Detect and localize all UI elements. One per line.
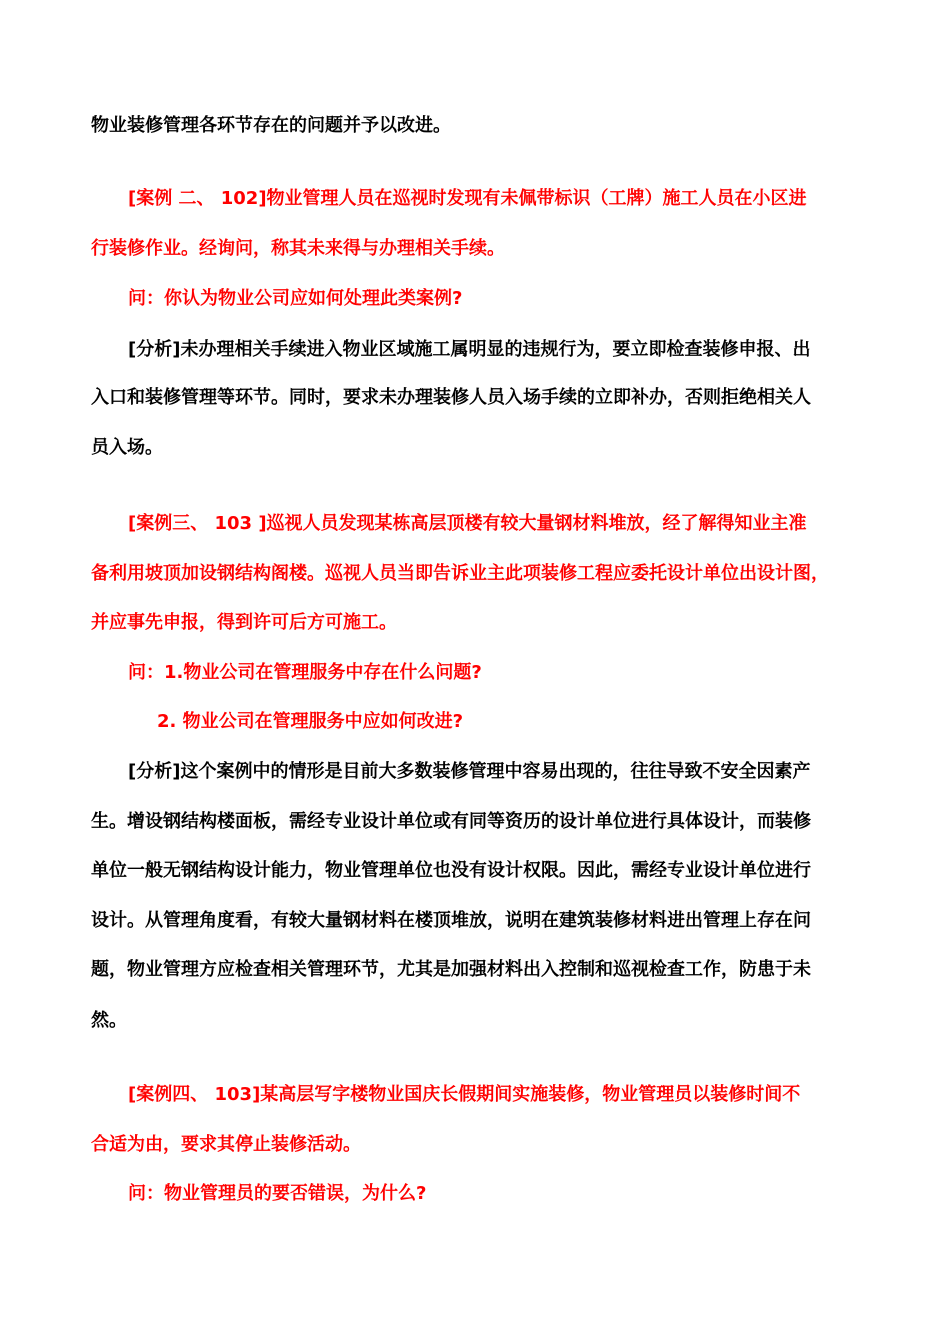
case-3-analysis-line: 设计。从管理角度看，有较大量钢材料在楼顶堆放，说明在建筑装修材料进出管理上存在问: [91, 910, 811, 931]
case-2-title-line: 行装修作业。经询问，称其未来得与办理相关手续。: [91, 238, 505, 259]
case-4-question: 问：物业管理员的要否错误，为什么?: [128, 1183, 427, 1204]
case-4-title-line: [案例四、 103]某高层写字楼物业国庆长假期间实施装修，物业管理员以装修时间不: [128, 1084, 801, 1105]
case-2-analysis-line: 入口和装修管理等环节。同时，要求未办理装修人员入场手续的立即补办，否则拒绝相关人: [91, 387, 811, 408]
case-4-title-line: 合适为由，要求其停止装修活动。: [91, 1134, 361, 1155]
case-2-question: 问：你认为物业公司应如何处理此类案例?: [128, 288, 463, 309]
case-3-title-line: 备利用坡顶加设钢结构阁楼。巡视人员当即告诉业主此项装修工程应委托设计单位出设计图，: [91, 563, 829, 584]
case-3-title-line: [案例三、 103 ]巡视人员发现某栋高层顶楼有较大量钢材料堆放，经了解得知业主准: [128, 513, 807, 534]
case-2-analysis-line: [分析]未办理相关手续进入物业区域施工属明显的违规行为，要立即检查装修申报、出: [128, 339, 811, 360]
case-3-question-1: 问：1.物业公司在管理服务中存在什么问题?: [128, 662, 482, 683]
case-2-analysis-line: 员入场。: [91, 437, 163, 458]
case-3-analysis-line: 然。: [91, 1010, 127, 1031]
case-3-analysis-line: 生。增设钢结构楼面板，需经专业设计单位或有同等资历的设计单位进行具体设计，而装修: [91, 811, 811, 832]
case-3-analysis-line: [分析]这个案例中的情形是目前大多数装修管理中容易出现的，往往导致不安全因素产: [128, 761, 811, 782]
case-3-title-line: 并应事先申报，得到许可后方可施工。: [91, 612, 397, 633]
case-3-analysis-line: 题，物业管理方应检查相关管理环节，尤其是加强材料出入控制和巡视检查工作，防患于未: [91, 959, 811, 980]
case-2-title-line: [案例 二、 102]物业管理人员在巡视时发现有未佩带标识（工牌）施工人员在小区进: [128, 188, 807, 209]
case-3-question-2: 2. 物业公司在管理服务中应如何改进?: [157, 711, 464, 732]
paragraph-line: 物业装修管理各环节存在的问题并予以改进。: [91, 115, 451, 136]
case-3-analysis-line: 单位一般无钢结构设计能力，物业管理单位也没有设计权限。因此，需经专业设计单位进行: [91, 860, 811, 881]
